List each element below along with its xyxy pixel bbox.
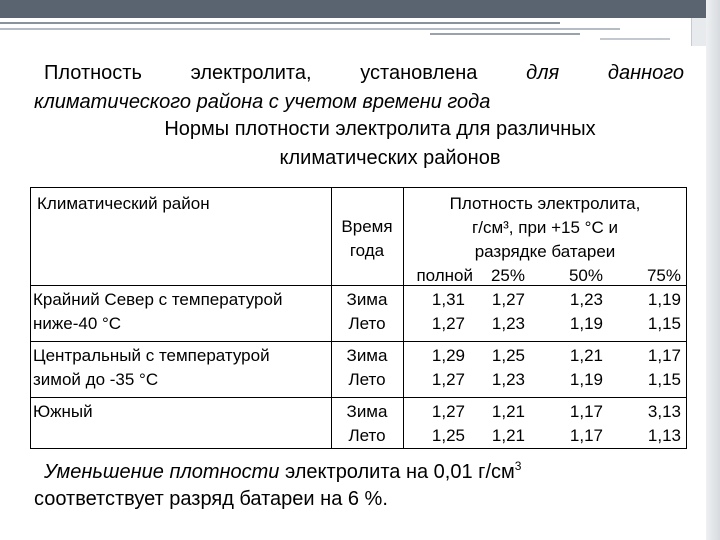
density-value: 1,21: [491, 426, 525, 445]
density-value: 1,19: [647, 290, 681, 309]
header-line: [0, 22, 560, 24]
header-line: [0, 28, 620, 30]
density-value: 1,19: [569, 370, 603, 389]
header-notch: [691, 18, 706, 46]
header-season: Время: [341, 217, 393, 236]
density-value: 1,27: [431, 402, 465, 421]
density-value: 1,17: [569, 426, 603, 445]
density-table: [30, 187, 687, 449]
footer-italic: Уменьшение плотности: [44, 461, 280, 483]
density-value: 1,17: [569, 402, 603, 421]
charge-level-full: полной: [416, 266, 473, 285]
header-bar: [0, 0, 720, 18]
intro-word: установлена: [360, 62, 478, 84]
density-value: 1,23: [491, 370, 525, 389]
intro-word: для: [526, 62, 560, 84]
density-value: 1,31: [431, 290, 465, 309]
density-value: 1,27: [431, 314, 465, 333]
intro-word: электролита,: [190, 62, 312, 84]
density-value: 1,19: [569, 314, 603, 333]
charge-level-50: 50%: [568, 266, 603, 285]
footer-line-2: соответствует разряд батареи на 6 %.: [34, 488, 388, 510]
intro-line-1: [34, 59, 684, 88]
density-value: 1,27: [431, 370, 465, 389]
density-value: 1,25: [491, 346, 525, 365]
density-value: 1,25: [431, 426, 465, 445]
intro-paragraph: [34, 59, 684, 117]
density-value: 1,15: [647, 314, 681, 333]
region-name: зимой до -35 °С: [33, 370, 159, 389]
header-line: [600, 38, 670, 40]
header-density: г/см³, при +15 °С и: [472, 218, 618, 237]
footer-note: [34, 459, 694, 513]
density-value: 1,21: [491, 402, 525, 421]
table-row-divider: [31, 397, 686, 398]
density-value: 1,27: [491, 290, 525, 309]
region-name: Южный: [33, 402, 93, 421]
density-value: 1,17: [647, 346, 681, 365]
density-value: 1,13: [647, 426, 681, 445]
intro-line-2: климатического района с учетом времени года: [34, 91, 491, 113]
density-value: 3,13: [647, 402, 681, 421]
density-value: 1,23: [569, 290, 603, 309]
intro-word: Плотность: [44, 62, 142, 84]
table-heading-line-2: климатических районов: [279, 147, 501, 169]
table-row-divider: [31, 341, 686, 342]
header-line: [430, 33, 580, 35]
charge-level-75: 75%: [646, 266, 681, 285]
table-heading-line-1: Нормы плотности электролита для различных: [164, 118, 596, 140]
header-density: разрядке батареи: [474, 242, 616, 261]
charge-level-25: 25%: [490, 266, 525, 285]
region-name: Крайний Север с температурой: [33, 290, 283, 309]
region-name: Центральный с температурой: [33, 346, 270, 365]
density-value: 1,23: [491, 314, 525, 333]
intro-word: данного: [607, 62, 684, 84]
season-cell: Лето: [348, 426, 386, 445]
season-cell: Лето: [348, 314, 386, 333]
density-value: 1,21: [569, 346, 603, 365]
footer-text: электролита на 0,01 г/см: [279, 461, 515, 483]
header-region: Климатический район: [37, 194, 210, 213]
header-season: года: [349, 241, 385, 260]
region-name: ниже-40 °С: [33, 314, 122, 333]
header-density: Плотность электролита,: [449, 194, 641, 213]
density-value: 1,15: [647, 370, 681, 389]
season-cell: Лето: [348, 370, 386, 389]
season-cell: Зима: [346, 346, 388, 365]
density-value: 1,29: [431, 346, 465, 365]
footer-superscript: 3: [514, 459, 522, 473]
footer-line-1: [34, 459, 694, 486]
season-cell: Зима: [346, 402, 388, 421]
season-cell: Зима: [346, 290, 388, 309]
right-edge-decoration: [706, 0, 720, 540]
